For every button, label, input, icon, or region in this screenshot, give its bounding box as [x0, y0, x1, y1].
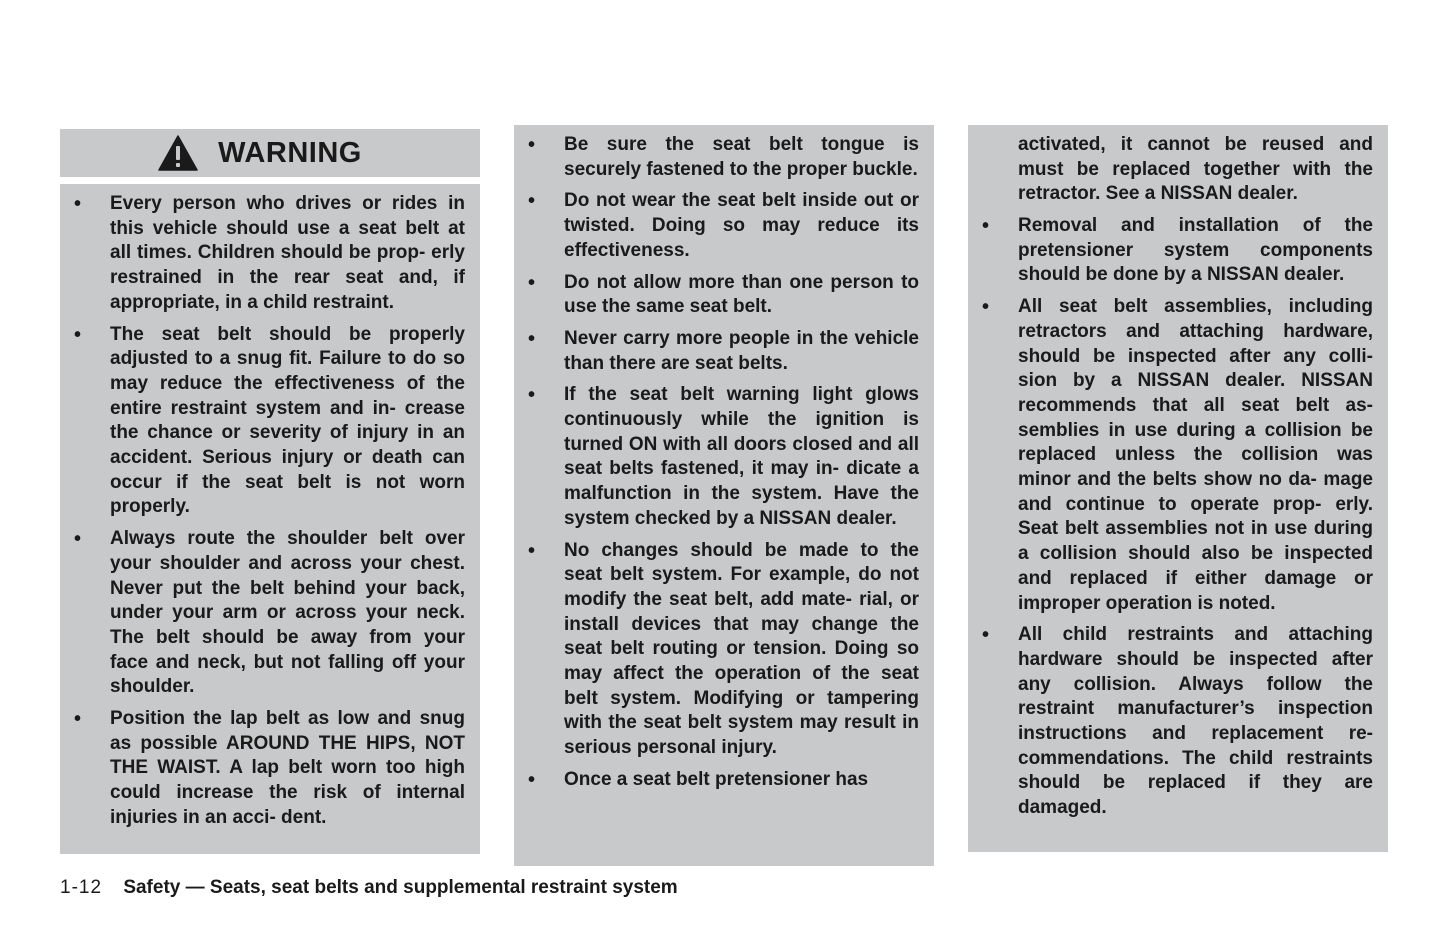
warning-header	[60, 129, 480, 177]
page-footer	[60, 876, 678, 900]
warning-item: • Always route the shoulder belt over your shoulder and across your chest. Never put the belt behind your back, under your arm or across your neck. The belt should be away from your face and neck, but not falling off your shoulder.	[60, 527, 480, 700]
continued-text: activated, it cannot be reused and must be replaced together with the retractor. See a NISSAN dealer.	[1018, 134, 1373, 205]
warning-list-1	[60, 192, 480, 838]
warning-item: • Every person who drives or rides in this vehicle should use a seat belt at all times. Children should be prop- erly restrained in the rear seat and, if appropriate, in a child restraint.	[60, 192, 480, 316]
section-title: Safety — Seats, seat belts and supplemental restraint system	[123, 877, 678, 898]
warning-item: • Do not wear the seat belt inside out or twisted. Doing so may reduce its effectiveness.	[514, 189, 934, 263]
warning-item: • No changes should be made to the seat belt system. For example, do not modify the seat belt, add mate- rial, or install devices that may change the seat belt routing or tension. Doing so may affect the operation of the seat belt system. Modifying or tampering with the seat belt system may result in serious personal injury.	[514, 539, 934, 761]
warning-list-3	[968, 214, 1388, 828]
warning-item: • The seat belt should be properly adjusted to a snug fit. Failure to do so may reduce the effectiveness of the entire restraint system and in- crease the chance or severity of injury in an accident. Serious injury or death can occur if the seat belt is not worn properly.	[60, 323, 480, 521]
warning-item: • All seat belt assemblies, including retractors and attaching hardware, should be inspected after any colli- sion by a NISSAN dealer. NISSAN recommends that all seat belt as- semblies in use during a collision be replaced unless the collision was minor and the belts show no da- mage and continue to operate prop- erly. Seat belt assemblies not in use during a collision should also be inspected and replaced if either damage or improper operation is noted.	[968, 295, 1388, 616]
warning-item: • Once a seat belt pretensioner has	[514, 768, 934, 793]
warning-column-2	[514, 125, 934, 866]
warning-title: WARNING	[218, 136, 362, 169]
warning-list-2	[514, 133, 934, 800]
warning-triangle-icon	[158, 135, 198, 171]
warning-column-3	[968, 125, 1388, 852]
warning-column-1	[60, 184, 480, 854]
warning-item: • Be sure the seat belt tongue is securely fastened to the proper buckle.	[514, 133, 934, 182]
page-number: 1-12	[60, 877, 103, 898]
warning-item: • Removal and installation of the pretensioner system components should be done by a NISSAN dealer.	[968, 214, 1388, 288]
warning-item: • All child restraints and attaching hardware should be inspected after any collision. Always follow the restraint manufacturer’s inspection instructions and replacement re- commendations. The child restraints should be replaced if they are damaged.	[968, 623, 1388, 821]
warning-item: • Position the lap belt as low and snug as possible AROUND THE HIPS, NOT THE WAIST. A lap belt worn too high could increase the risk of internal injuries in an acci- dent.	[60, 707, 480, 831]
warning-item: • Never carry more people in the vehicle than there are seat belts.	[514, 327, 934, 376]
warning-item: • Do not allow more than one person to use the same seat belt.	[514, 271, 934, 320]
warning-item: • If the seat belt warning light glows continuously while the ignition is turned ON with all doors closed and all seat belts fastened, it may in- dicate a malfunction in the system. Have the system checked by a NISSAN dealer.	[514, 383, 934, 531]
